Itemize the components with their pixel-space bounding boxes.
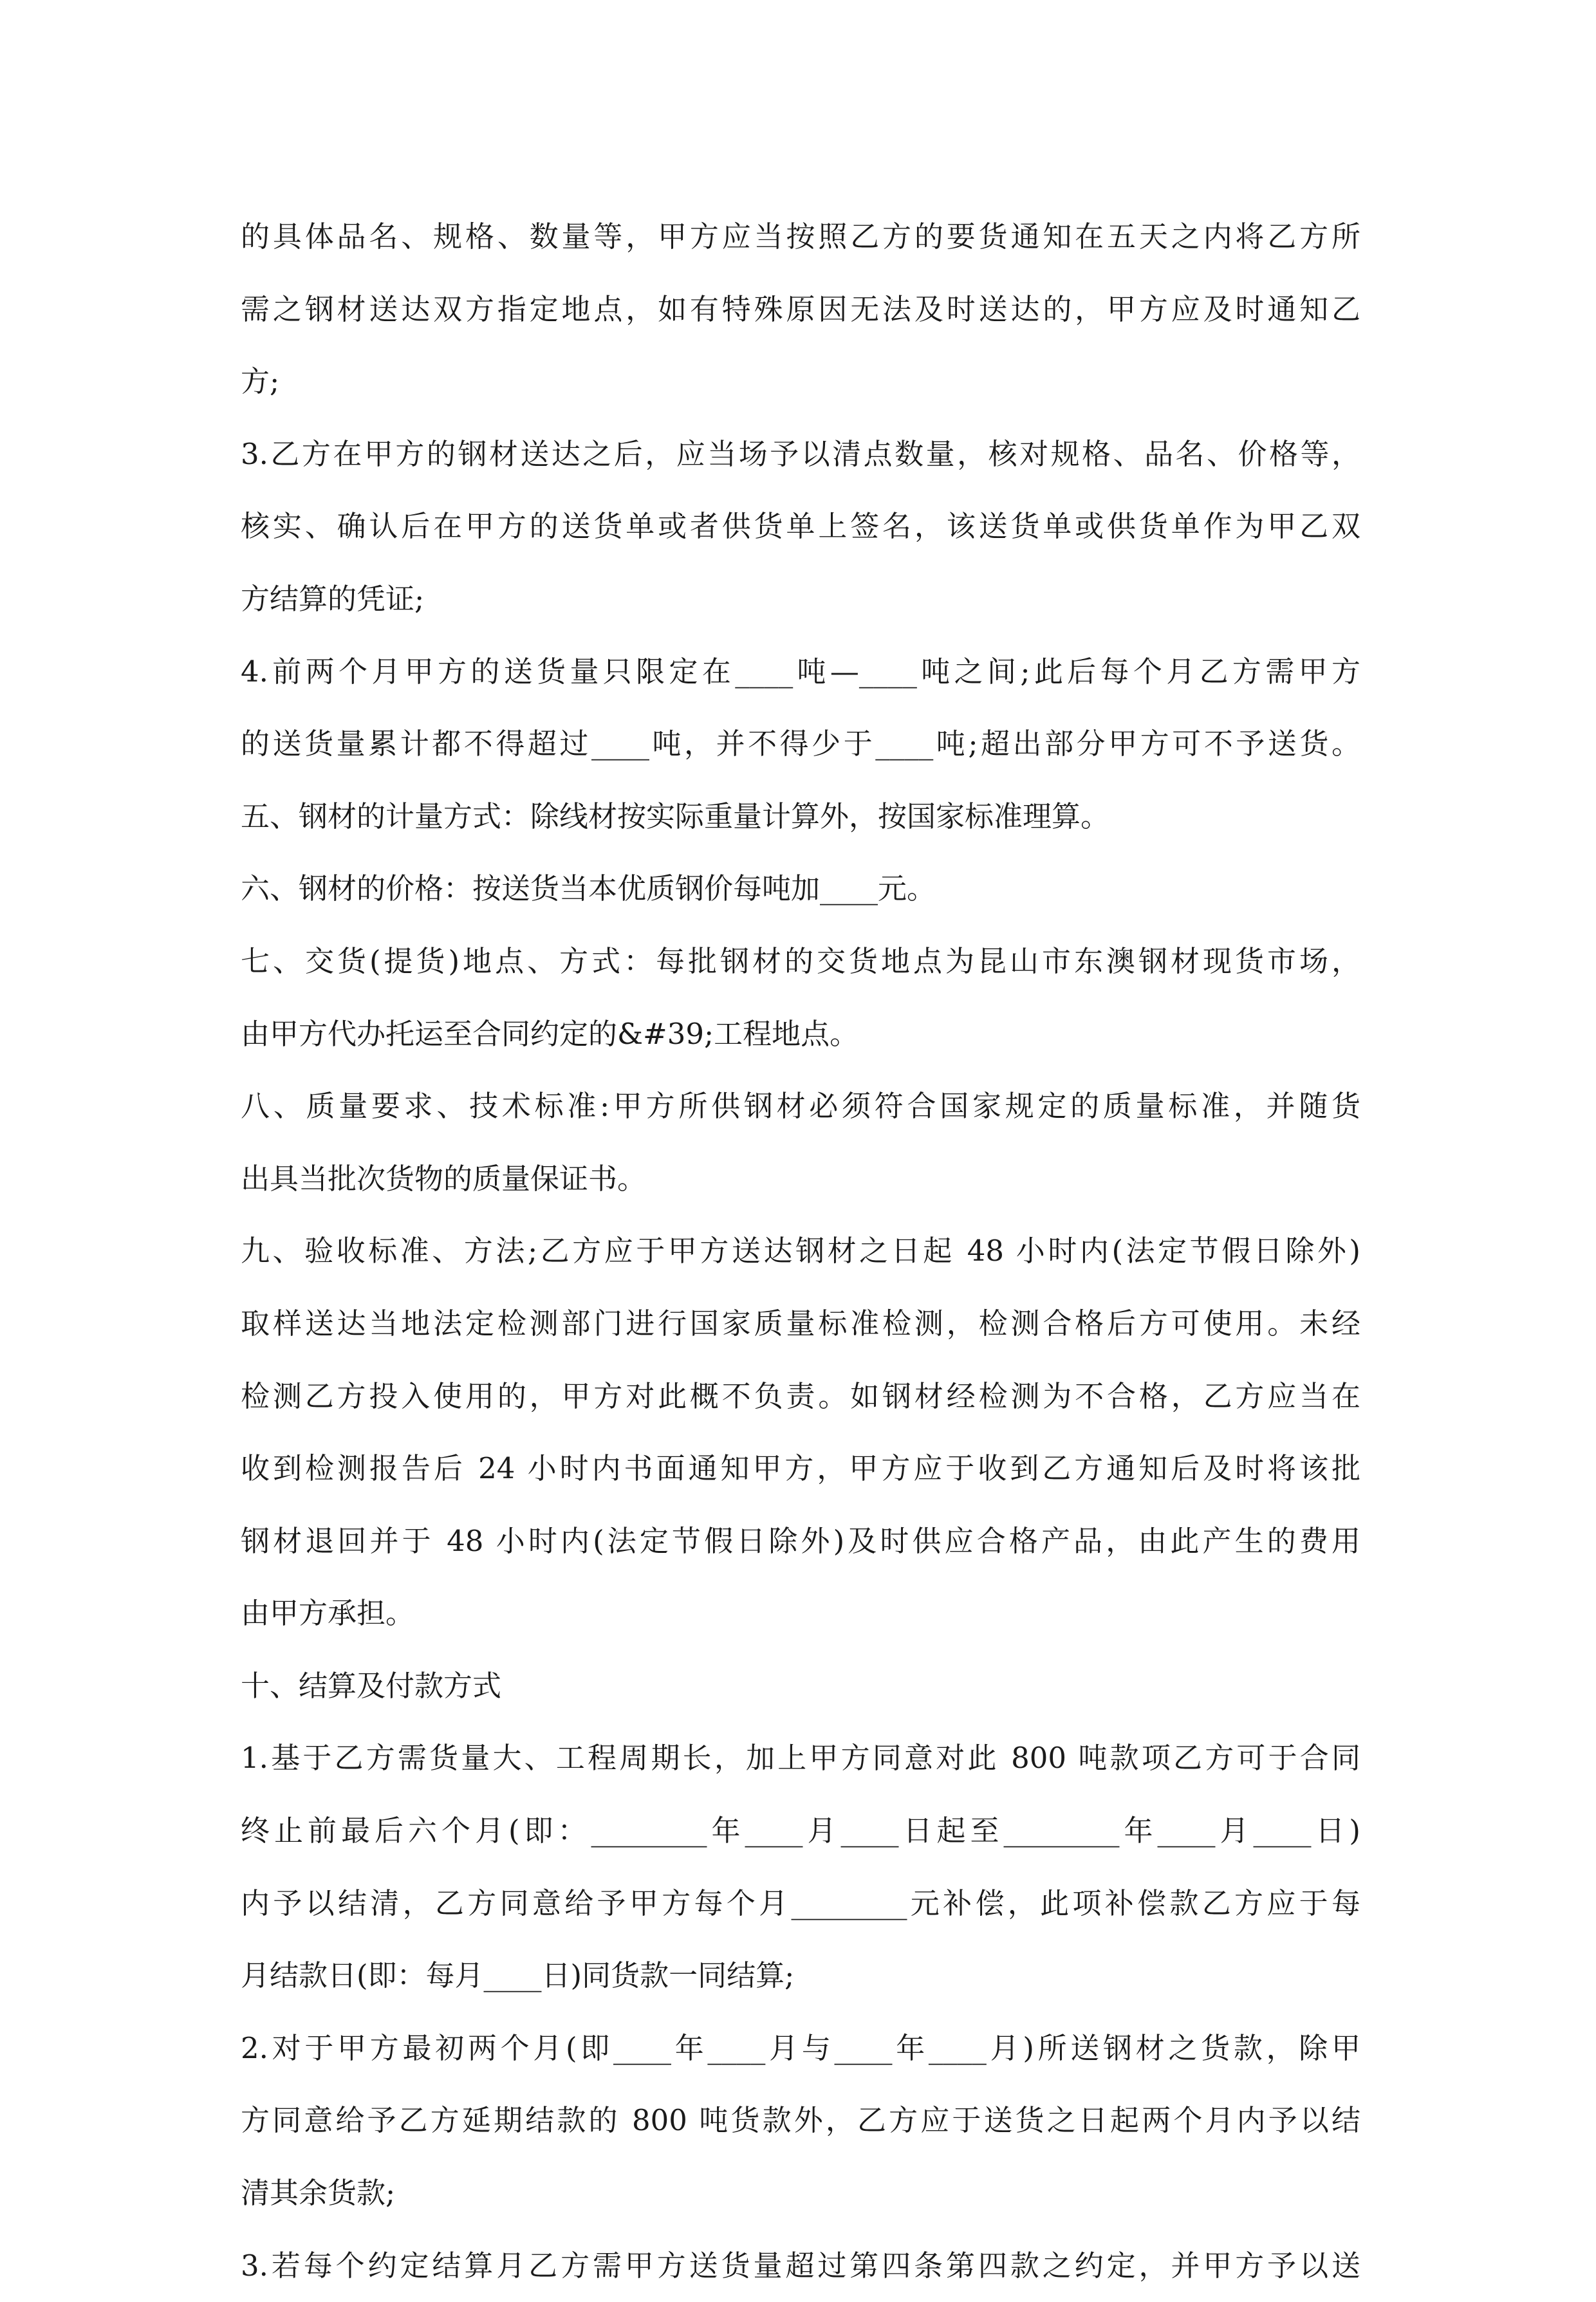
text-line: 六、钢材的价格：按送货当本优质钢价每吨加____元。 <box>241 871 936 906</box>
text-line: 九、验收标准、方法;乙方应于甲方送达钢材之日起 48 小时内(法定节假日除外) <box>241 1234 1360 1268</box>
text-line: 清其余货款; <box>241 2176 396 2211</box>
document-body <box>241 201 1360 2302</box>
text-line: 月结款日(即：每月____日)同货款一同结算; <box>241 1958 795 1993</box>
text-line: 方同意给予乙方延期结款的 800 吨货款外，乙方应于送货之日起两个月内予以结 <box>241 2103 1360 2138</box>
text-line: 的具体品名、规格、数量等，甲方应当按照乙方的要货通知在五天之内将乙方所 <box>241 219 1360 254</box>
text-line: 3.若每个约定结算月乙方需甲方送货量超过第四条第四款之约定，并甲方予以送 <box>241 2248 1360 2283</box>
text-line: 2.对于甲方最初两个月(即____年____月与____年____月)所送钢材之货款，除甲 <box>241 2030 1360 2065</box>
text-line: 出具当批次货物的质量保证书。 <box>241 1161 647 1196</box>
text-line: 取样送达当地法定检测部门进行国家质量标准检测，检测合格后方可使用。未经 <box>241 1306 1360 1341</box>
text-line: 五、钢材的计量方式：除线材按实际重量计算外，按国家标准理算。 <box>241 799 1110 833</box>
text-line: 4.前两个月甲方的送货量只限定在____吨—____吨之间;此后每个月乙方需甲方 <box>241 654 1360 689</box>
text-line: 方结算的凭证; <box>241 581 425 616</box>
text-line: 方; <box>241 364 280 399</box>
text-line: 由甲方代办托运至合同约定的&#39;工程地点。 <box>241 1016 859 1051</box>
text-line: 由甲方承担。 <box>241 1596 415 1631</box>
text-line: 核实、确认后在甲方的送货单或者供货单上签名，该送货单或供货单作为甲乙双 <box>241 509 1360 544</box>
text-line: 1.基于乙方需货量大、工程周期长，加上甲方同意对此 800 吨款项乙方可于合同 <box>241 1741 1360 1776</box>
text-line: 收到检测报告后 24 小时内书面通知甲方，甲方应于收到乙方通知后及时将该批 <box>241 1451 1360 1486</box>
text-line: 十、结算及付款方式 <box>241 1668 502 1703</box>
text-line: 七、交货(提货)地点、方式：每批钢材的交货地点为昆山市东澳钢材现货市场， <box>241 943 1360 978</box>
text-line: 的送货量累计都不得超过____吨，并不得少于____吨;超出部分甲方可不予送货。 <box>241 727 1360 761</box>
text-line: 需之钢材送达双方指定地点，如有特殊原因无法及时送达的，甲方应及时通知乙 <box>241 292 1360 326</box>
text-line: 内予以结清，乙方同意给予甲方每个月________元补偿，此项补偿款乙方应于每 <box>241 1886 1360 1920</box>
text-line: 3.乙方在甲方的钢材送达之后，应当场予以清点数量，核对规格、品名、价格等， <box>241 436 1360 471</box>
text-line: 终止前最后六个月(即：________年____月____日起至________年____月____日) <box>241 1814 1360 1848</box>
text-line: 检测乙方投入使用的，甲方对此概不负责。如钢材经检测为不合格，乙方应当在 <box>241 1378 1360 1413</box>
text-line: 八、质量要求、技术标准:甲方所供钢材必须符合国家规定的质量标准，并随货 <box>241 1089 1360 1124</box>
text-line: 钢材退回并于 48 小时内(法定节假日除外)及时供应合格产品，由此产生的费用 <box>241 1523 1360 1558</box>
